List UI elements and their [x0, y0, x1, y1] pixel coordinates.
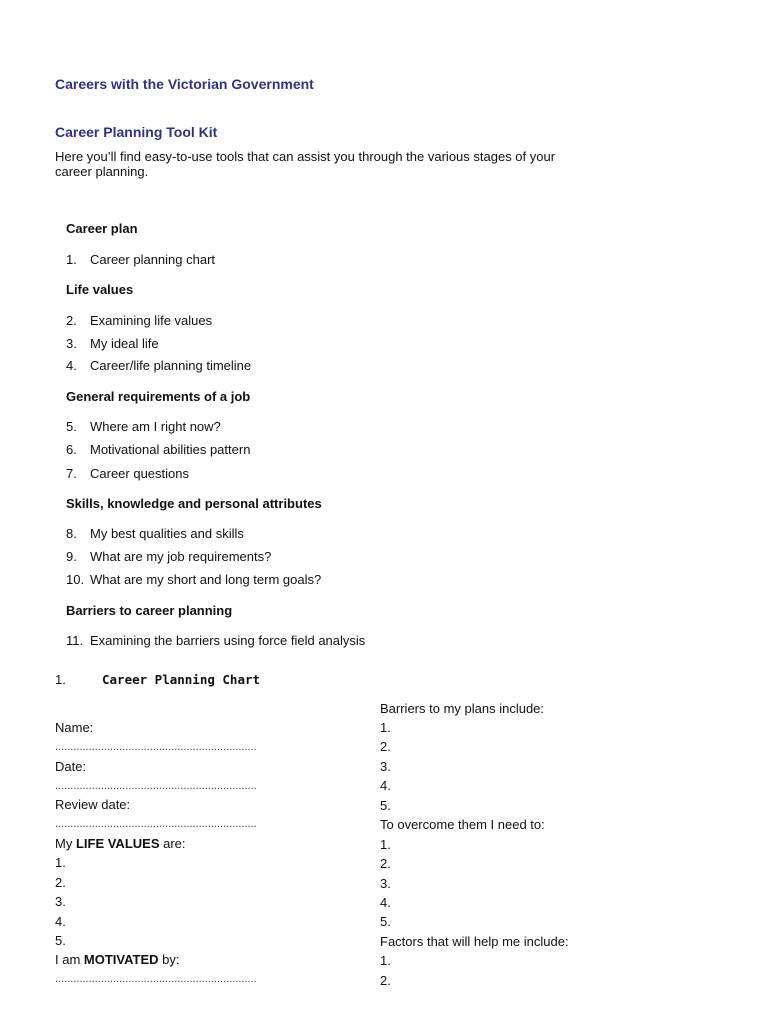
chart-title: Career Planning Chart	[102, 672, 261, 687]
item-label: What are my short and long term goals?	[90, 572, 322, 587]
barriers-label: Barriers to my plans include:	[380, 701, 545, 716]
overcome-1: 1.	[380, 837, 391, 852]
date-field[interactable]: ..................................................................	[55, 780, 257, 792]
item-number: 10.	[66, 572, 85, 587]
barrier-1: 1.	[380, 720, 391, 735]
list-item	[66, 633, 365, 648]
life-value-3: 3.	[55, 894, 66, 909]
factor-2: 2.	[380, 973, 391, 988]
life-values-post: are:	[159, 836, 186, 851]
barrier-4: 4.	[380, 778, 391, 793]
intro-line-1: Here you’ll find easy-to-use tools that can assist you through the various stages of your	[55, 149, 556, 164]
section-heading: General requirements of a job	[66, 389, 251, 404]
motivated-bold: MOTIVATED	[83, 952, 159, 967]
life-values-pre: My	[55, 836, 76, 851]
life-value-4: 4.	[55, 914, 66, 929]
item-number: 6.	[66, 442, 77, 457]
section-heading: Life values	[66, 282, 134, 297]
item-number: 9.	[66, 549, 77, 564]
section-heading: Barriers to career planning	[66, 603, 233, 618]
name-field[interactable]: ..................................................................	[55, 741, 257, 753]
barrier-5: 5.	[380, 798, 391, 813]
list-item	[66, 336, 159, 351]
item-label: Career planning chart	[90, 252, 216, 267]
item-label: What are my job requirements?	[90, 549, 272, 564]
list-item	[66, 313, 212, 328]
item-number: 4.	[66, 358, 77, 373]
list-item	[66, 252, 215, 267]
overcome-label: To overcome them I need to:	[380, 817, 545, 832]
overcome-5: 5.	[380, 914, 391, 929]
item-label: My ideal life	[90, 336, 159, 351]
overcome-2: 2.	[380, 856, 391, 871]
life-value-5: 5.	[55, 933, 66, 948]
item-label: Examining the barriers using force field analysis	[90, 633, 366, 648]
list-item	[66, 572, 321, 587]
list-item	[66, 419, 221, 434]
section-heading: Career plan	[66, 221, 138, 236]
motivated-label	[55, 952, 180, 967]
item-number: 8.	[66, 526, 77, 541]
section-heading: Skills, knowledge and personal attributes	[66, 496, 322, 511]
barrier-3: 3.	[380, 759, 391, 774]
motivated-post: by:	[158, 952, 180, 967]
item-label: Career/life planning timeline	[90, 358, 252, 373]
name-label: Name:	[55, 720, 94, 735]
item-label: Motivational abilities pattern	[90, 442, 251, 457]
list-item	[66, 549, 271, 564]
life-values-label	[55, 836, 186, 851]
life-values-bold: LIFE VALUES	[75, 836, 160, 851]
list-item	[66, 442, 250, 457]
overcome-4: 4.	[380, 895, 391, 910]
life-value-2: 2.	[55, 875, 66, 890]
item-label: Examining life values	[90, 313, 213, 328]
list-item	[66, 466, 189, 481]
review-date-field[interactable]: ..................................................................	[55, 818, 257, 830]
overcome-3: 3.	[380, 876, 391, 891]
item-label: Where am I right now?	[90, 419, 221, 434]
item-label: Career questions	[90, 466, 189, 481]
factors-label: Factors that will help me include:	[380, 934, 569, 949]
intro-line-2: career planning.	[55, 164, 149, 179]
motivated-field[interactable]: ..................................................................	[55, 973, 257, 985]
review-date-label: Review date:	[55, 797, 131, 812]
chart-number: 1.	[55, 672, 66, 687]
item-number: 2.	[66, 313, 77, 328]
item-number: 5.	[66, 419, 77, 434]
item-number: 7.	[66, 466, 77, 481]
factor-1: 1.	[380, 953, 391, 968]
item-number: 1.	[66, 252, 77, 267]
item-number: 3.	[66, 336, 77, 351]
kit-title: Career Planning Tool Kit	[55, 124, 218, 140]
list-item	[66, 526, 244, 541]
item-label: My best qualities and skills	[90, 526, 244, 541]
life-value-1: 1.	[55, 855, 66, 870]
motivated-pre: I am	[55, 952, 84, 967]
org-title: Careers with the Victorian Government	[55, 76, 314, 92]
barrier-2: 2.	[380, 739, 391, 754]
list-item	[66, 358, 251, 373]
date-label: Date:	[55, 759, 87, 774]
item-number: 11.	[66, 633, 84, 648]
